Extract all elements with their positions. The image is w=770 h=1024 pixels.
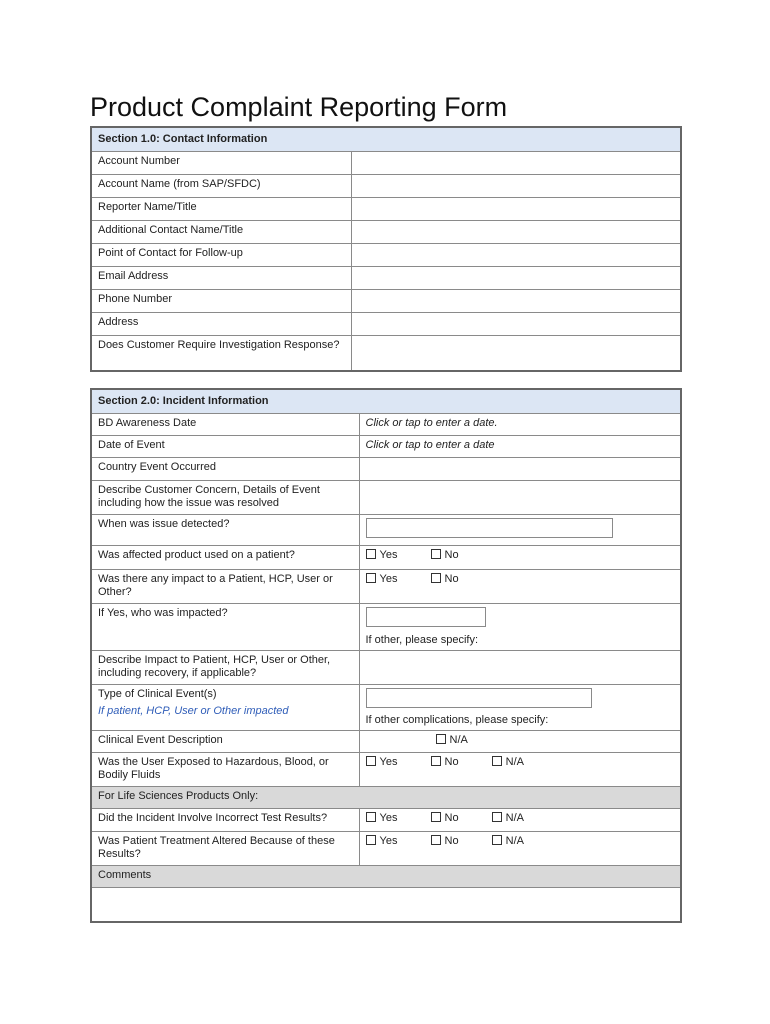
- investigation-response-label: Does Customer Require Investigation Response?: [91, 336, 351, 371]
- reporter-name-field[interactable]: [351, 198, 681, 221]
- no-label: No: [444, 756, 459, 768]
- account-name-label: Account Name (from SAP/SFDC): [91, 175, 351, 198]
- describe-concern-field[interactable]: [359, 481, 681, 515]
- checkbox-icon: [436, 734, 446, 744]
- treatment-yes-checkbox[interactable]: [366, 835, 398, 848]
- yes-label: Yes: [379, 756, 398, 768]
- who-impacted-dropdown[interactable]: [366, 607, 486, 627]
- impact-label: Was there any impact to a Patient, HCP, User or Other?: [91, 570, 359, 604]
- date-of-event-label: Date of Event: [91, 436, 359, 458]
- treatment-na-checkbox[interactable]: [492, 835, 524, 848]
- section-1-header: Section 1.0: Contact Information: [91, 127, 681, 152]
- checkbox-icon: [431, 549, 441, 559]
- reporter-name-label: Reporter Name/Title: [91, 198, 351, 221]
- address-label: Address: [91, 313, 351, 336]
- checkbox-icon: [492, 812, 502, 822]
- phone-label: Phone Number: [91, 290, 351, 313]
- other-complications-label: If other complications, please specify:: [365, 714, 549, 726]
- checkbox-icon: [492, 835, 502, 845]
- no-label: No: [444, 573, 459, 585]
- country-label: Country Event Occurred: [91, 458, 359, 481]
- if-other-specify-label: If other, please specify:: [365, 634, 479, 646]
- checkbox-icon: [431, 756, 441, 766]
- clinical-na-checkbox[interactable]: [436, 734, 468, 747]
- bd-awareness-date-picker[interactable]: Click or tap to enter a date.: [359, 414, 681, 436]
- yes-label: Yes: [379, 549, 398, 561]
- incident-information-table: [90, 388, 682, 923]
- form-title: Product Complaint Reporting Form: [90, 92, 508, 122]
- email-field[interactable]: [351, 267, 681, 290]
- checkbox-icon: [366, 573, 376, 583]
- checkbox-icon: [366, 835, 376, 845]
- when-detected-label: When was issue detected?: [91, 515, 359, 546]
- additional-contact-label: Additional Contact Name/Title: [91, 221, 351, 244]
- account-number-label: Account Number: [91, 152, 351, 175]
- section-2-header: Section 2.0: Incident Information: [91, 389, 681, 414]
- incorrect-na-checkbox[interactable]: [492, 812, 524, 825]
- affected-no-checkbox[interactable]: [431, 549, 459, 562]
- affected-yes-checkbox[interactable]: [366, 549, 398, 562]
- no-label: No: [444, 812, 459, 824]
- hazardous-na-checkbox[interactable]: [492, 756, 524, 769]
- bd-awareness-label: BD Awareness Date: [91, 414, 359, 436]
- no-label: No: [444, 835, 459, 847]
- phone-field[interactable]: [351, 290, 681, 313]
- clinical-type-dropdown[interactable]: [366, 688, 592, 708]
- checkbox-icon: [431, 812, 441, 822]
- treatment-altered-label: Was Patient Treatment Altered Because of these Results?: [91, 832, 359, 866]
- checkbox-icon: [366, 756, 376, 766]
- account-name-field[interactable]: [351, 175, 681, 198]
- yes-label: Yes: [379, 835, 398, 847]
- incorrect-yes-checkbox[interactable]: [366, 812, 398, 825]
- checkbox-icon: [431, 573, 441, 583]
- impact-no-checkbox[interactable]: [431, 573, 459, 586]
- yes-label: Yes: [379, 573, 398, 585]
- date-of-event-picker[interactable]: Click or tap to enter a date: [359, 436, 681, 458]
- na-label: N/A: [449, 734, 468, 746]
- na-label: N/A: [505, 812, 524, 824]
- affected-product-label: Was affected product used on a patient?: [91, 546, 359, 570]
- describe-concern-label: Describe Customer Concern, Details of Event including how the issue was resolved: [91, 481, 359, 515]
- additional-contact-field[interactable]: [351, 221, 681, 244]
- point-of-contact-label: Point of Contact for Follow-up: [91, 244, 351, 267]
- clinical-type-label: Type of Clinical Event(s): [98, 688, 217, 700]
- checkbox-icon: [492, 756, 502, 766]
- hazardous-no-checkbox[interactable]: [431, 756, 459, 769]
- hazardous-label: Was the User Exposed to Hazardous, Blood, or Bodily Fluids: [91, 753, 359, 787]
- impact-yes-checkbox[interactable]: [366, 573, 398, 586]
- point-of-contact-field[interactable]: [351, 244, 681, 267]
- account-number-field[interactable]: [351, 152, 681, 175]
- checkbox-icon: [366, 549, 376, 559]
- describe-impact-field[interactable]: [359, 651, 681, 685]
- describe-impact-label: Describe Impact to Patient, HCP, User or Other, including recovery, if applicable?: [91, 651, 359, 685]
- clinical-type-note: If patient, HCP, User or Other impacted: [98, 705, 289, 717]
- na-label: N/A: [505, 835, 524, 847]
- yes-label: Yes: [379, 812, 398, 824]
- na-label: N/A: [505, 756, 524, 768]
- address-field[interactable]: [351, 313, 681, 336]
- no-label: No: [444, 549, 459, 561]
- when-detected-input[interactable]: [366, 518, 613, 538]
- contact-information-table: [90, 126, 682, 372]
- clinical-description-label: Clinical Event Description: [91, 731, 359, 753]
- comments-header: Comments: [91, 866, 681, 888]
- life-sciences-header: For Life Sciences Products Only:: [91, 787, 681, 809]
- treatment-no-checkbox[interactable]: [431, 835, 459, 848]
- checkbox-icon: [431, 835, 441, 845]
- checkbox-icon: [366, 812, 376, 822]
- incorrect-results-label: Did the Incident Involve Incorrect Test Results?: [91, 809, 359, 832]
- country-field[interactable]: [359, 458, 681, 481]
- who-impacted-label: If Yes, who was impacted?: [91, 604, 359, 651]
- investigation-response-field[interactable]: [351, 336, 681, 371]
- incorrect-no-checkbox[interactable]: [431, 812, 459, 825]
- hazardous-yes-checkbox[interactable]: [366, 756, 398, 769]
- comments-field[interactable]: [91, 888, 681, 922]
- email-label: Email Address: [91, 267, 351, 290]
